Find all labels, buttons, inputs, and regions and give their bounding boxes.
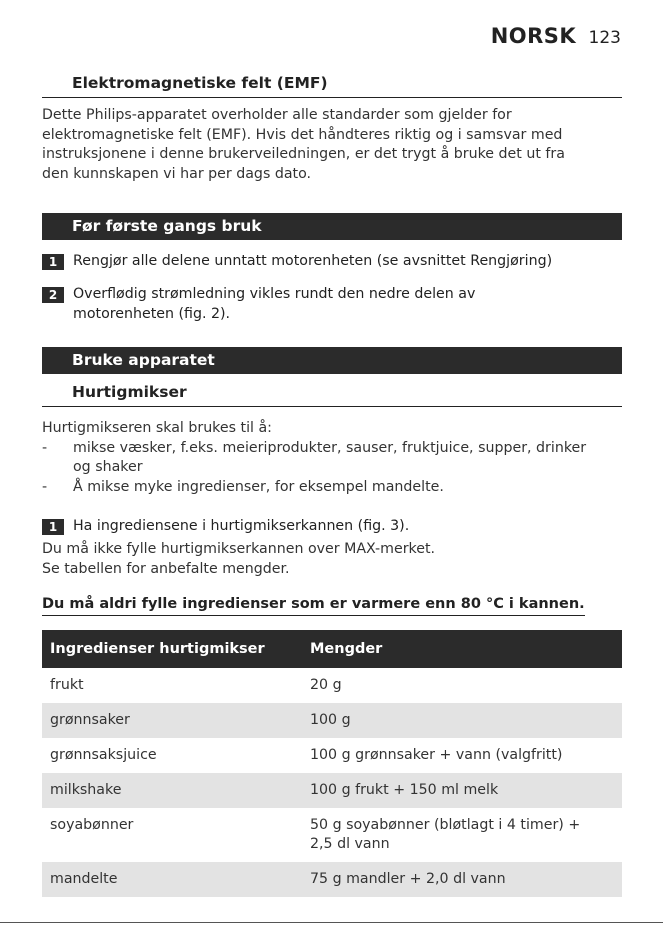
ingredient-cell: milkshake: [42, 773, 302, 808]
step-text-line: motorenheten (fig. 2).: [73, 305, 231, 322]
amount-line: 2,5 dl vann: [310, 836, 390, 852]
ingredient-cell: soyabønner: [50, 817, 134, 833]
warning-text: Du må aldri fylle ingredienser som er varmere enn 80 °C i kannen.: [42, 595, 585, 616]
list-item: [42, 478, 626, 498]
table-row: [42, 668, 622, 703]
language-label: NORSK: [490, 24, 577, 48]
table-row: [42, 862, 622, 897]
step-number-badge: 1: [42, 519, 64, 535]
bullet-dash: -: [42, 439, 48, 456]
table-row: [42, 738, 622, 773]
ingredient-cell: grønnsaksjuice: [50, 747, 157, 763]
quantities-table: [42, 630, 622, 897]
ingredient-cell: frukt: [50, 677, 84, 693]
step-text-line: Overflødig strømledning vikles rundt den nedre delen av: [73, 286, 476, 302]
blender-intro: Hurtigmikseren skal brukes til å:: [42, 420, 272, 436]
note-line: Se tabellen for anbefalte mengder.: [42, 560, 290, 577]
amount-cell: 100 g frukt + 150 ml melk: [302, 773, 622, 808]
amount-cell: 20 g: [310, 677, 342, 693]
step-number-badge: 2: [42, 287, 64, 303]
amount-cell: 75 g mandler + 2,0 dl vann: [302, 862, 622, 897]
list-item-text: og shaker: [73, 459, 143, 475]
step-text: Ha ingrediensene i hurtigmikserkannen (fig. 3).: [73, 518, 410, 534]
list-item-text: mikse væsker, f.eks. meieriprodukter, sauser, fruktjuice, supper, drinker: [73, 439, 587, 456]
section-heading-use: Bruke apparatet: [42, 347, 622, 374]
section-heading-emf: Elektromagnetiske felt (EMF): [42, 72, 622, 98]
table-row: [42, 773, 622, 808]
step-number-badge: 1: [42, 254, 64, 270]
list-item: [42, 439, 626, 478]
bullet-dash: -: [42, 478, 48, 495]
blender-intro-block: [42, 419, 626, 497]
section-heading-blender: Hurtigmikser: [42, 381, 622, 407]
amount-line: 50 g soyabønner (bløtlagt i 4 timer) +: [310, 817, 581, 833]
section-heading-first-use: Før første gangs bruk: [42, 213, 622, 240]
amount-cell: 100 g: [302, 703, 622, 738]
blender-note: [42, 540, 626, 579]
blender-step-1: [42, 517, 632, 537]
table-header-row: [42, 630, 622, 668]
table-row: [42, 808, 622, 862]
first-use-step-1: [42, 252, 632, 272]
list-item-text: Å mikse myke ingredienser, for eksempel mandelte.: [73, 478, 444, 495]
page-header: [491, 24, 621, 48]
first-use-step-2: [42, 285, 632, 324]
ingredient-cell: grønnsaker: [42, 703, 302, 738]
amount-cell: [302, 808, 622, 862]
emf-line: den kunnskapen vi har per dags dato.: [42, 165, 312, 182]
emf-line: Dette Philips-apparatet overholder alle standarder som gjelder for: [42, 107, 512, 123]
column-header-amount: Mengder: [302, 630, 622, 668]
note-line: Du må ikke fylle hurtigmikserkannen over MAX-merket.: [42, 541, 436, 557]
emf-paragraph: [42, 106, 626, 184]
emf-line: instruksjonene i denne brukerveiledningen, er det trygt å bruke det ut fra: [42, 146, 565, 162]
page-bottom-divider: [0, 922, 663, 923]
ingredient-cell: mandelte: [42, 862, 302, 897]
emf-line: elektromagnetiske felt (EMF). Hvis det håndteres riktig og i samsvar med: [42, 126, 563, 143]
page-number: 123: [588, 28, 621, 48]
step-text: Rengjør alle delene unntatt motorenheten (se avsnittet Rengjøring): [73, 253, 553, 269]
column-header-ingredient: Ingredienser hurtigmikser: [42, 630, 302, 668]
amount-cell: 100 g grønnsaker + vann (valgfritt): [310, 747, 563, 763]
table-row: [42, 703, 622, 738]
